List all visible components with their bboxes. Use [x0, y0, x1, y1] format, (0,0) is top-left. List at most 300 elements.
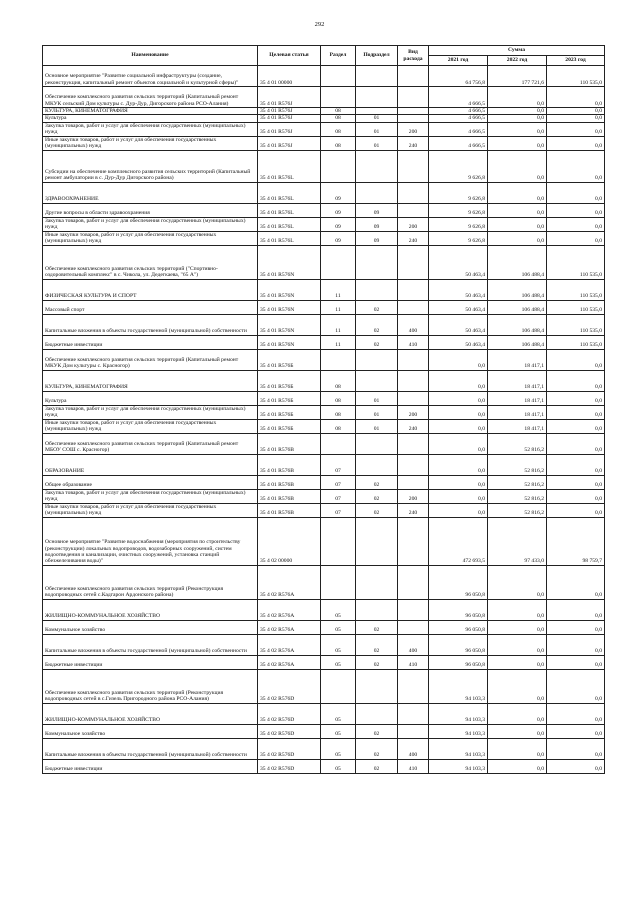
header-expense-type: Вид расхода	[398, 46, 429, 66]
table-cell-2023: 0,0	[547, 370, 605, 391]
table-cell-name: КУЛЬТУРА, КИНЕМАТОГРАФИЯ	[43, 108, 258, 115]
table-cell-2022: 106 488,4	[488, 335, 547, 349]
table-cell-2021: 4 666,5	[429, 108, 488, 115]
table-cell-subsection	[356, 454, 398, 475]
table-cell-target: 35 4 01 R576N	[258, 314, 321, 335]
table-row	[43, 349, 605, 370]
table-row	[43, 300, 605, 314]
table-cell-2021: 0,0	[429, 433, 488, 454]
table-cell-2023: 0,0	[547, 419, 605, 433]
table-cell-name: Иные закупки товаров, работ и услуг для обеспечения государственных (муниципальных) нужд	[43, 136, 258, 150]
table-cell-section: 05	[321, 738, 356, 759]
table-cell-2021: 96 050,8	[429, 634, 488, 655]
table-row	[43, 620, 605, 634]
table-cell-subsection: 02	[356, 503, 398, 517]
table-cell-2023: 110 535,0	[547, 66, 605, 87]
table-cell-2023: 0,0	[547, 503, 605, 517]
table-cell-section: 11	[321, 300, 356, 314]
table-cell-2021: 50 463,4	[429, 300, 488, 314]
table-cell-2022: 97 433,0	[488, 517, 547, 565]
table-cell-section: 08	[321, 419, 356, 433]
table-cell-subsection: 02	[356, 655, 398, 669]
table-cell-section: 07	[321, 454, 356, 475]
table-cell-2023: 110 535,0	[547, 279, 605, 300]
table-cell-2023: 110 535,0	[547, 335, 605, 349]
table-cell-name: Бюджетные инвестиции	[43, 335, 258, 349]
budget-table	[42, 45, 605, 774]
table-row	[43, 182, 605, 203]
table-cell-expense-type: 400	[398, 634, 429, 655]
table-cell-2022: 0,0	[488, 724, 547, 738]
table-cell-2021: 472 693,5	[429, 517, 488, 565]
table-cell-name: КУЛЬТУРА, КИНЕМАТОГРАФИЯ	[43, 370, 258, 391]
table-cell-name: Общее образование	[43, 475, 258, 489]
table-row	[43, 759, 605, 773]
table-cell-2021: 9 626,8	[429, 217, 488, 231]
table-cell-expense-type	[398, 279, 429, 300]
table-cell-2021: 4 666,5	[429, 136, 488, 150]
table-cell-section: 07	[321, 503, 356, 517]
table-cell-name: Капитальные вложения в объекты государственной (муниципальной) собственности	[43, 634, 258, 655]
table-cell-target: 35 4 01 R576L	[258, 182, 321, 203]
table-row	[43, 738, 605, 759]
table-cell-target: 35 4 01 R576N	[258, 245, 321, 279]
table-cell-expense-type: 200	[398, 217, 429, 231]
table-cell-2022: 52 816,2	[488, 433, 547, 454]
table-cell-2023: 0,0	[547, 203, 605, 217]
table-row	[43, 489, 605, 503]
table-cell-name: Закупка товаров, работ и услуг для обеспечения государственных (муниципальных) нужд	[43, 489, 258, 503]
table-cell-2022: 18 417,1	[488, 370, 547, 391]
table-cell-subsection: 02	[356, 759, 398, 773]
table-cell-2023: 0,0	[547, 391, 605, 405]
table-cell-expense-type	[398, 182, 429, 203]
table-cell-2021: 96 050,8	[429, 599, 488, 620]
table-cell-2023: 110 535,0	[547, 314, 605, 335]
table-cell-subsection: 02	[356, 314, 398, 335]
table-cell-2023: 0,0	[547, 108, 605, 115]
table-cell-2022: 0,0	[488, 231, 547, 245]
table-cell-expense-type	[398, 724, 429, 738]
table-cell-expense-type	[398, 475, 429, 489]
table-cell-expense-type	[398, 245, 429, 279]
table-cell-target: 35 4 01 R576J	[258, 115, 321, 122]
header-sum: Сумма	[429, 46, 605, 56]
table-cell-name: Иные закупки товаров, работ и услуг для обеспечения государственных (муниципальных) нужд	[43, 231, 258, 245]
table-cell-2023: 0,0	[547, 669, 605, 703]
table-cell-2022: 0,0	[488, 203, 547, 217]
table-cell-2021: 4 666,5	[429, 122, 488, 136]
table-cell-subsection	[356, 517, 398, 565]
table-cell-expense-type	[398, 87, 429, 108]
table-cell-expense-type	[398, 370, 429, 391]
table-cell-section	[321, 517, 356, 565]
table-cell-subsection	[356, 150, 398, 182]
table-cell-subsection	[356, 349, 398, 370]
table-cell-2023: 98 759,7	[547, 517, 605, 565]
table-cell-subsection: 02	[356, 475, 398, 489]
table-cell-target: 35 4 01 R576N	[258, 335, 321, 349]
table-cell-target: 35 4 02 R576D	[258, 669, 321, 703]
table-row	[43, 314, 605, 335]
table-cell-expense-type	[398, 108, 429, 115]
table-row	[43, 335, 605, 349]
table-cell-2021: 96 050,8	[429, 655, 488, 669]
table-cell-2023: 0,0	[547, 433, 605, 454]
table-cell-2021: 0,0	[429, 370, 488, 391]
table-cell-target: 35 4 02 R576A	[258, 565, 321, 599]
table-cell-subsection	[356, 279, 398, 300]
table-cell-expense-type: 400	[398, 738, 429, 759]
table-row	[43, 703, 605, 724]
table-cell-2022: 0,0	[488, 182, 547, 203]
table-cell-target: 35 4 01 R576J	[258, 122, 321, 136]
table-row	[43, 245, 605, 279]
table-row	[43, 391, 605, 405]
table-cell-subsection	[356, 108, 398, 115]
table-cell-subsection	[356, 433, 398, 454]
table-cell-2023: 0,0	[547, 489, 605, 503]
table-cell-2021: 50 463,4	[429, 335, 488, 349]
table-cell-expense-type	[398, 565, 429, 599]
table-cell-expense-type: 200	[398, 405, 429, 419]
table-cell-section: 05	[321, 655, 356, 669]
table-cell-section: 09	[321, 217, 356, 231]
table-cell-2023: 0,0	[547, 115, 605, 122]
table-cell-2021: 0,0	[429, 489, 488, 503]
table-row	[43, 724, 605, 738]
table-cell-section	[321, 565, 356, 599]
table-cell-expense-type	[398, 150, 429, 182]
table-cell-2022: 0,0	[488, 565, 547, 599]
table-cell-expense-type: 240	[398, 503, 429, 517]
table-cell-2022: 0,0	[488, 669, 547, 703]
table-cell-target: 35 4 01 R576Б	[258, 349, 321, 370]
table-row	[43, 150, 605, 182]
table-cell-2022: 0,0	[488, 122, 547, 136]
table-cell-expense-type	[398, 433, 429, 454]
table-cell-2022: 18 417,1	[488, 405, 547, 419]
table-cell-section: 11	[321, 335, 356, 349]
table-cell-section: 08	[321, 108, 356, 115]
header-name: Наименование	[43, 46, 258, 66]
table-cell-section: 08	[321, 115, 356, 122]
table-cell-target: 35 4 02 R576A	[258, 634, 321, 655]
table-cell-name: Иные закупки товаров, работ и услуг для обеспечения государственных (муниципальных) нужд	[43, 503, 258, 517]
table-cell-subsection: 02	[356, 738, 398, 759]
table-cell-2023: 0,0	[547, 475, 605, 489]
table-cell-expense-type: 240	[398, 136, 429, 150]
table-cell-subsection	[356, 87, 398, 108]
table-cell-2022: 0,0	[488, 87, 547, 108]
table-body	[43, 66, 605, 774]
table-cell-2023: 0,0	[547, 405, 605, 419]
table-cell-expense-type	[398, 115, 429, 122]
table-row	[43, 565, 605, 599]
table-row	[43, 475, 605, 489]
table-cell-subsection: 02	[356, 724, 398, 738]
table-row	[43, 115, 605, 122]
table-cell-2021: 0,0	[429, 503, 488, 517]
table-cell-section: 09	[321, 203, 356, 217]
table-cell-subsection: 02	[356, 634, 398, 655]
table-cell-2022: 52 816,2	[488, 489, 547, 503]
table-cell-expense-type	[398, 517, 429, 565]
table-cell-2023: 110 535,0	[547, 300, 605, 314]
table-cell-expense-type: 240	[398, 231, 429, 245]
table-cell-section: 09	[321, 231, 356, 245]
table-cell-name: Основное мероприятие "Развитие водоснабжения (мероприятия по строительству (реконструкции) локальных водопроводов, водозаборных сооружений, систем водоотведения и канализации, очистных сооружений, установка станций обезжелезивания воды)"	[43, 517, 258, 565]
table-cell-2021: 0,0	[429, 454, 488, 475]
table-cell-expense-type	[398, 391, 429, 405]
table-cell-target: 35 4 01 R576В	[258, 489, 321, 503]
table-cell-2023: 0,0	[547, 703, 605, 724]
table-cell-2023: 0,0	[547, 634, 605, 655]
table-row	[43, 217, 605, 231]
table-cell-expense-type: 400	[398, 314, 429, 335]
table-cell-2022: 0,0	[488, 217, 547, 231]
table-row	[43, 599, 605, 620]
table-cell-2022: 52 816,2	[488, 503, 547, 517]
table-cell-target: 35 4 01 R576Б	[258, 370, 321, 391]
table-cell-target: 35 4 02 00000	[258, 517, 321, 565]
table-cell-expense-type	[398, 703, 429, 724]
table-cell-2022: 106 488,4	[488, 314, 547, 335]
table-cell-2023: 110 535,0	[547, 245, 605, 279]
table-row	[43, 433, 605, 454]
header-year-2021: 2021 год	[429, 56, 488, 66]
table-cell-name: Иные закупки товаров, работ и услуг для обеспечения государственных (муниципальных) нужд	[43, 419, 258, 433]
table-cell-section: 11	[321, 279, 356, 300]
table-cell-target: 35 4 01 R576J	[258, 136, 321, 150]
table-cell-name: Обеспечение комплексного развития сельских территорий (Капитальный ремонт МБОУ СОШ с. Красногор)	[43, 433, 258, 454]
table-cell-target: 35 4 01 R576В	[258, 433, 321, 454]
table-cell-2023: 0,0	[547, 454, 605, 475]
table-cell-2023: 0,0	[547, 620, 605, 634]
table-cell-section: 08	[321, 370, 356, 391]
table-cell-2023: 0,0	[547, 724, 605, 738]
table-cell-section	[321, 245, 356, 279]
table-row	[43, 66, 605, 87]
table-cell-target: 35 4 01 R576L	[258, 150, 321, 182]
table-cell-target: 35 4 01 R576В	[258, 503, 321, 517]
header-target: Целевая статья	[258, 46, 321, 66]
table-cell-expense-type	[398, 599, 429, 620]
table-cell-expense-type: 240	[398, 419, 429, 433]
table-row	[43, 122, 605, 136]
table-cell-section: 08	[321, 122, 356, 136]
table-row	[43, 634, 605, 655]
table-cell-name: Другие вопросы в области здравоохранения	[43, 203, 258, 217]
table-cell-name: ЖИЛИЩНО-КОММУНАЛЬНОЕ ХОЗЯЙСТВО	[43, 703, 258, 724]
table-cell-subsection: 01	[356, 136, 398, 150]
table-cell-name: ЖИЛИЩНО-КОММУНАЛЬНОЕ ХОЗЯЙСТВО	[43, 599, 258, 620]
table-cell-name: Капитальные вложения в объекты государственной (муниципальной) собственности	[43, 738, 258, 759]
table-cell-name: Закупка товаров, работ и услуг для обеспечения государственных (муниципальных) нужд	[43, 217, 258, 231]
table-cell-expense-type	[398, 66, 429, 87]
table-cell-section: 05	[321, 724, 356, 738]
table-cell-section: 05	[321, 634, 356, 655]
table-row	[43, 517, 605, 565]
table-cell-name: Обеспечение комплексного развития сельских территорий (Реконструкция водопроводных сетей в с.Гизель Пригородного района РСО-Алания)	[43, 669, 258, 703]
table-cell-section: 08	[321, 136, 356, 150]
table-cell-name: Обеспечение комплексного развития сельских территорий (Реконструкция водопроводных сетей с.Кадгарон Ардонского района)	[43, 565, 258, 599]
table-row	[43, 203, 605, 217]
table-cell-subsection: 09	[356, 217, 398, 231]
table-row	[43, 454, 605, 475]
table-cell-target: 35 4 02 R576D	[258, 738, 321, 759]
table-cell-expense-type: 200	[398, 489, 429, 503]
table-cell-2022: 0,0	[488, 759, 547, 773]
table-cell-target: 35 4 01 R576N	[258, 279, 321, 300]
table-cell-name: Культура	[43, 115, 258, 122]
table-cell-target: 35 4 01 00000	[258, 66, 321, 87]
table-cell-2022: 18 417,1	[488, 419, 547, 433]
table-cell-target: 35 4 02 R576A	[258, 599, 321, 620]
table-cell-expense-type: 200	[398, 122, 429, 136]
table-cell-2021: 96 050,8	[429, 565, 488, 599]
table-cell-2022: 0,0	[488, 108, 547, 115]
table-cell-target: 35 4 01 R576N	[258, 300, 321, 314]
table-cell-name: Основное мероприятие "Развитие социальной инфраструктуры (создание, реконструкция, капитальный ремонт объектов социальной и культурной сферы)"	[43, 66, 258, 87]
table-cell-name: Капитальные вложения в объекты государственной (муниципальной) собственности	[43, 314, 258, 335]
table-cell-name: Бюджетные инвестиции	[43, 759, 258, 773]
table-cell-2021: 94 103,3	[429, 703, 488, 724]
table-cell-expense-type	[398, 620, 429, 634]
header-year-2023: 2023 год	[547, 56, 605, 66]
table-cell-subsection: 01	[356, 122, 398, 136]
table-cell-2022: 106 488,4	[488, 300, 547, 314]
table-cell-2021: 50 463,4	[429, 279, 488, 300]
table-row	[43, 136, 605, 150]
table-cell-name: Субсидии на обеспечение комплексного развития сельских территорий (Капитальный ремонт амбулатории в с. Дур-Дур Дигорского района)	[43, 150, 258, 182]
table-cell-subsection	[356, 245, 398, 279]
table-cell-section: 07	[321, 475, 356, 489]
table-row	[43, 669, 605, 703]
table-cell-2021: 4 666,5	[429, 87, 488, 108]
table-cell-expense-type: 410	[398, 335, 429, 349]
table-cell-target: 35 4 01 R576В	[258, 475, 321, 489]
table-cell-name: Коммунальное хозяйство	[43, 620, 258, 634]
table-row	[43, 419, 605, 433]
table-cell-2022: 18 417,1	[488, 349, 547, 370]
table-cell-expense-type	[398, 454, 429, 475]
table-cell-target: 35 4 01 R576L	[258, 217, 321, 231]
table-cell-target: 35 4 01 R576Б	[258, 391, 321, 405]
table-cell-section: 05	[321, 599, 356, 620]
table-cell-name: Закупка товаров, работ и услуг для обеспечения государственных (муниципальных) нужд	[43, 405, 258, 419]
table-cell-target: 35 4 02 R576D	[258, 724, 321, 738]
table-cell-2023: 0,0	[547, 655, 605, 669]
table-cell-2023: 0,0	[547, 122, 605, 136]
table-row	[43, 370, 605, 391]
table-cell-expense-type	[398, 669, 429, 703]
table-cell-2022: 0,0	[488, 703, 547, 724]
table-cell-2022: 0,0	[488, 655, 547, 669]
table-cell-section	[321, 433, 356, 454]
table-cell-2021: 9 626,8	[429, 203, 488, 217]
table-cell-2022: 106 488,4	[488, 279, 547, 300]
table-cell-section: 05	[321, 703, 356, 724]
table-cell-2022: 177 721,6	[488, 66, 547, 87]
table-cell-subsection: 01	[356, 391, 398, 405]
table-cell-target: 35 4 01 R576В	[258, 454, 321, 475]
table-cell-2021: 94 103,3	[429, 759, 488, 773]
table-cell-section: 11	[321, 314, 356, 335]
table-cell-name: ЗДРАВООХРАНЕНИЕ	[43, 182, 258, 203]
header-section: Раздел	[321, 46, 356, 66]
table-cell-target: 35 4 01 R576Б	[258, 405, 321, 419]
table-cell-subsection	[356, 669, 398, 703]
table-cell-2021: 64 756,8	[429, 66, 488, 87]
table-cell-2023: 0,0	[547, 565, 605, 599]
table-cell-2021: 50 463,4	[429, 245, 488, 279]
table-cell-2023: 0,0	[547, 182, 605, 203]
table-row	[43, 405, 605, 419]
table-cell-2021: 0,0	[429, 419, 488, 433]
table-cell-2023: 0,0	[547, 738, 605, 759]
table-cell-2021: 94 103,3	[429, 738, 488, 759]
table-cell-subsection: 02	[356, 300, 398, 314]
table-cell-2021: 94 103,3	[429, 669, 488, 703]
table-cell-2022: 0,0	[488, 634, 547, 655]
table-cell-2021: 0,0	[429, 391, 488, 405]
table-cell-2022: 106 488,4	[488, 245, 547, 279]
table-row	[43, 503, 605, 517]
table-cell-target: 35 4 01 R576Б	[258, 419, 321, 433]
table-cell-target: 35 4 01 R576L	[258, 231, 321, 245]
table-cell-subsection	[356, 565, 398, 599]
table-cell-2023: 0,0	[547, 599, 605, 620]
page-number: 292	[314, 21, 325, 28]
table-cell-section: 09	[321, 182, 356, 203]
table-row	[43, 279, 605, 300]
table-cell-name: Бюджетные инвестиции	[43, 655, 258, 669]
table-cell-2021: 9 626,8	[429, 182, 488, 203]
table-cell-subsection: 01	[356, 419, 398, 433]
table-cell-subsection: 01	[356, 405, 398, 419]
table-cell-section	[321, 66, 356, 87]
table-cell-2021: 9 626,8	[429, 231, 488, 245]
table-cell-2022: 52 816,2	[488, 475, 547, 489]
table-cell-2021: 50 463,4	[429, 314, 488, 335]
table-row	[43, 87, 605, 108]
table-cell-2022: 0,0	[488, 599, 547, 620]
header-subsection: Подраздел	[356, 46, 398, 66]
table-cell-section	[321, 150, 356, 182]
table-cell-target: 35 4 02 R576A	[258, 655, 321, 669]
table-cell-expense-type	[398, 300, 429, 314]
table-cell-name: Закупка товаров, работ и услуг для обеспечения государственных (муниципальных) нужд	[43, 122, 258, 136]
table-cell-expense-type	[398, 349, 429, 370]
table-cell-2023: 0,0	[547, 231, 605, 245]
table-header	[43, 46, 605, 66]
table-cell-2021: 96 050,8	[429, 620, 488, 634]
table-cell-target: 35 4 01 R576J	[258, 87, 321, 108]
table-cell-2021: 0,0	[429, 405, 488, 419]
table-cell-section: 07	[321, 489, 356, 503]
table-cell-subsection: 02	[356, 489, 398, 503]
table-cell-expense-type: 410	[398, 655, 429, 669]
table-cell-2023: 0,0	[547, 87, 605, 108]
table-cell-2021: 0,0	[429, 349, 488, 370]
table-cell-subsection	[356, 182, 398, 203]
table-row	[43, 655, 605, 669]
table-cell-subsection: 01	[356, 115, 398, 122]
table-cell-2023: 0,0	[547, 136, 605, 150]
table-cell-expense-type: 410	[398, 759, 429, 773]
table-cell-section: 08	[321, 405, 356, 419]
